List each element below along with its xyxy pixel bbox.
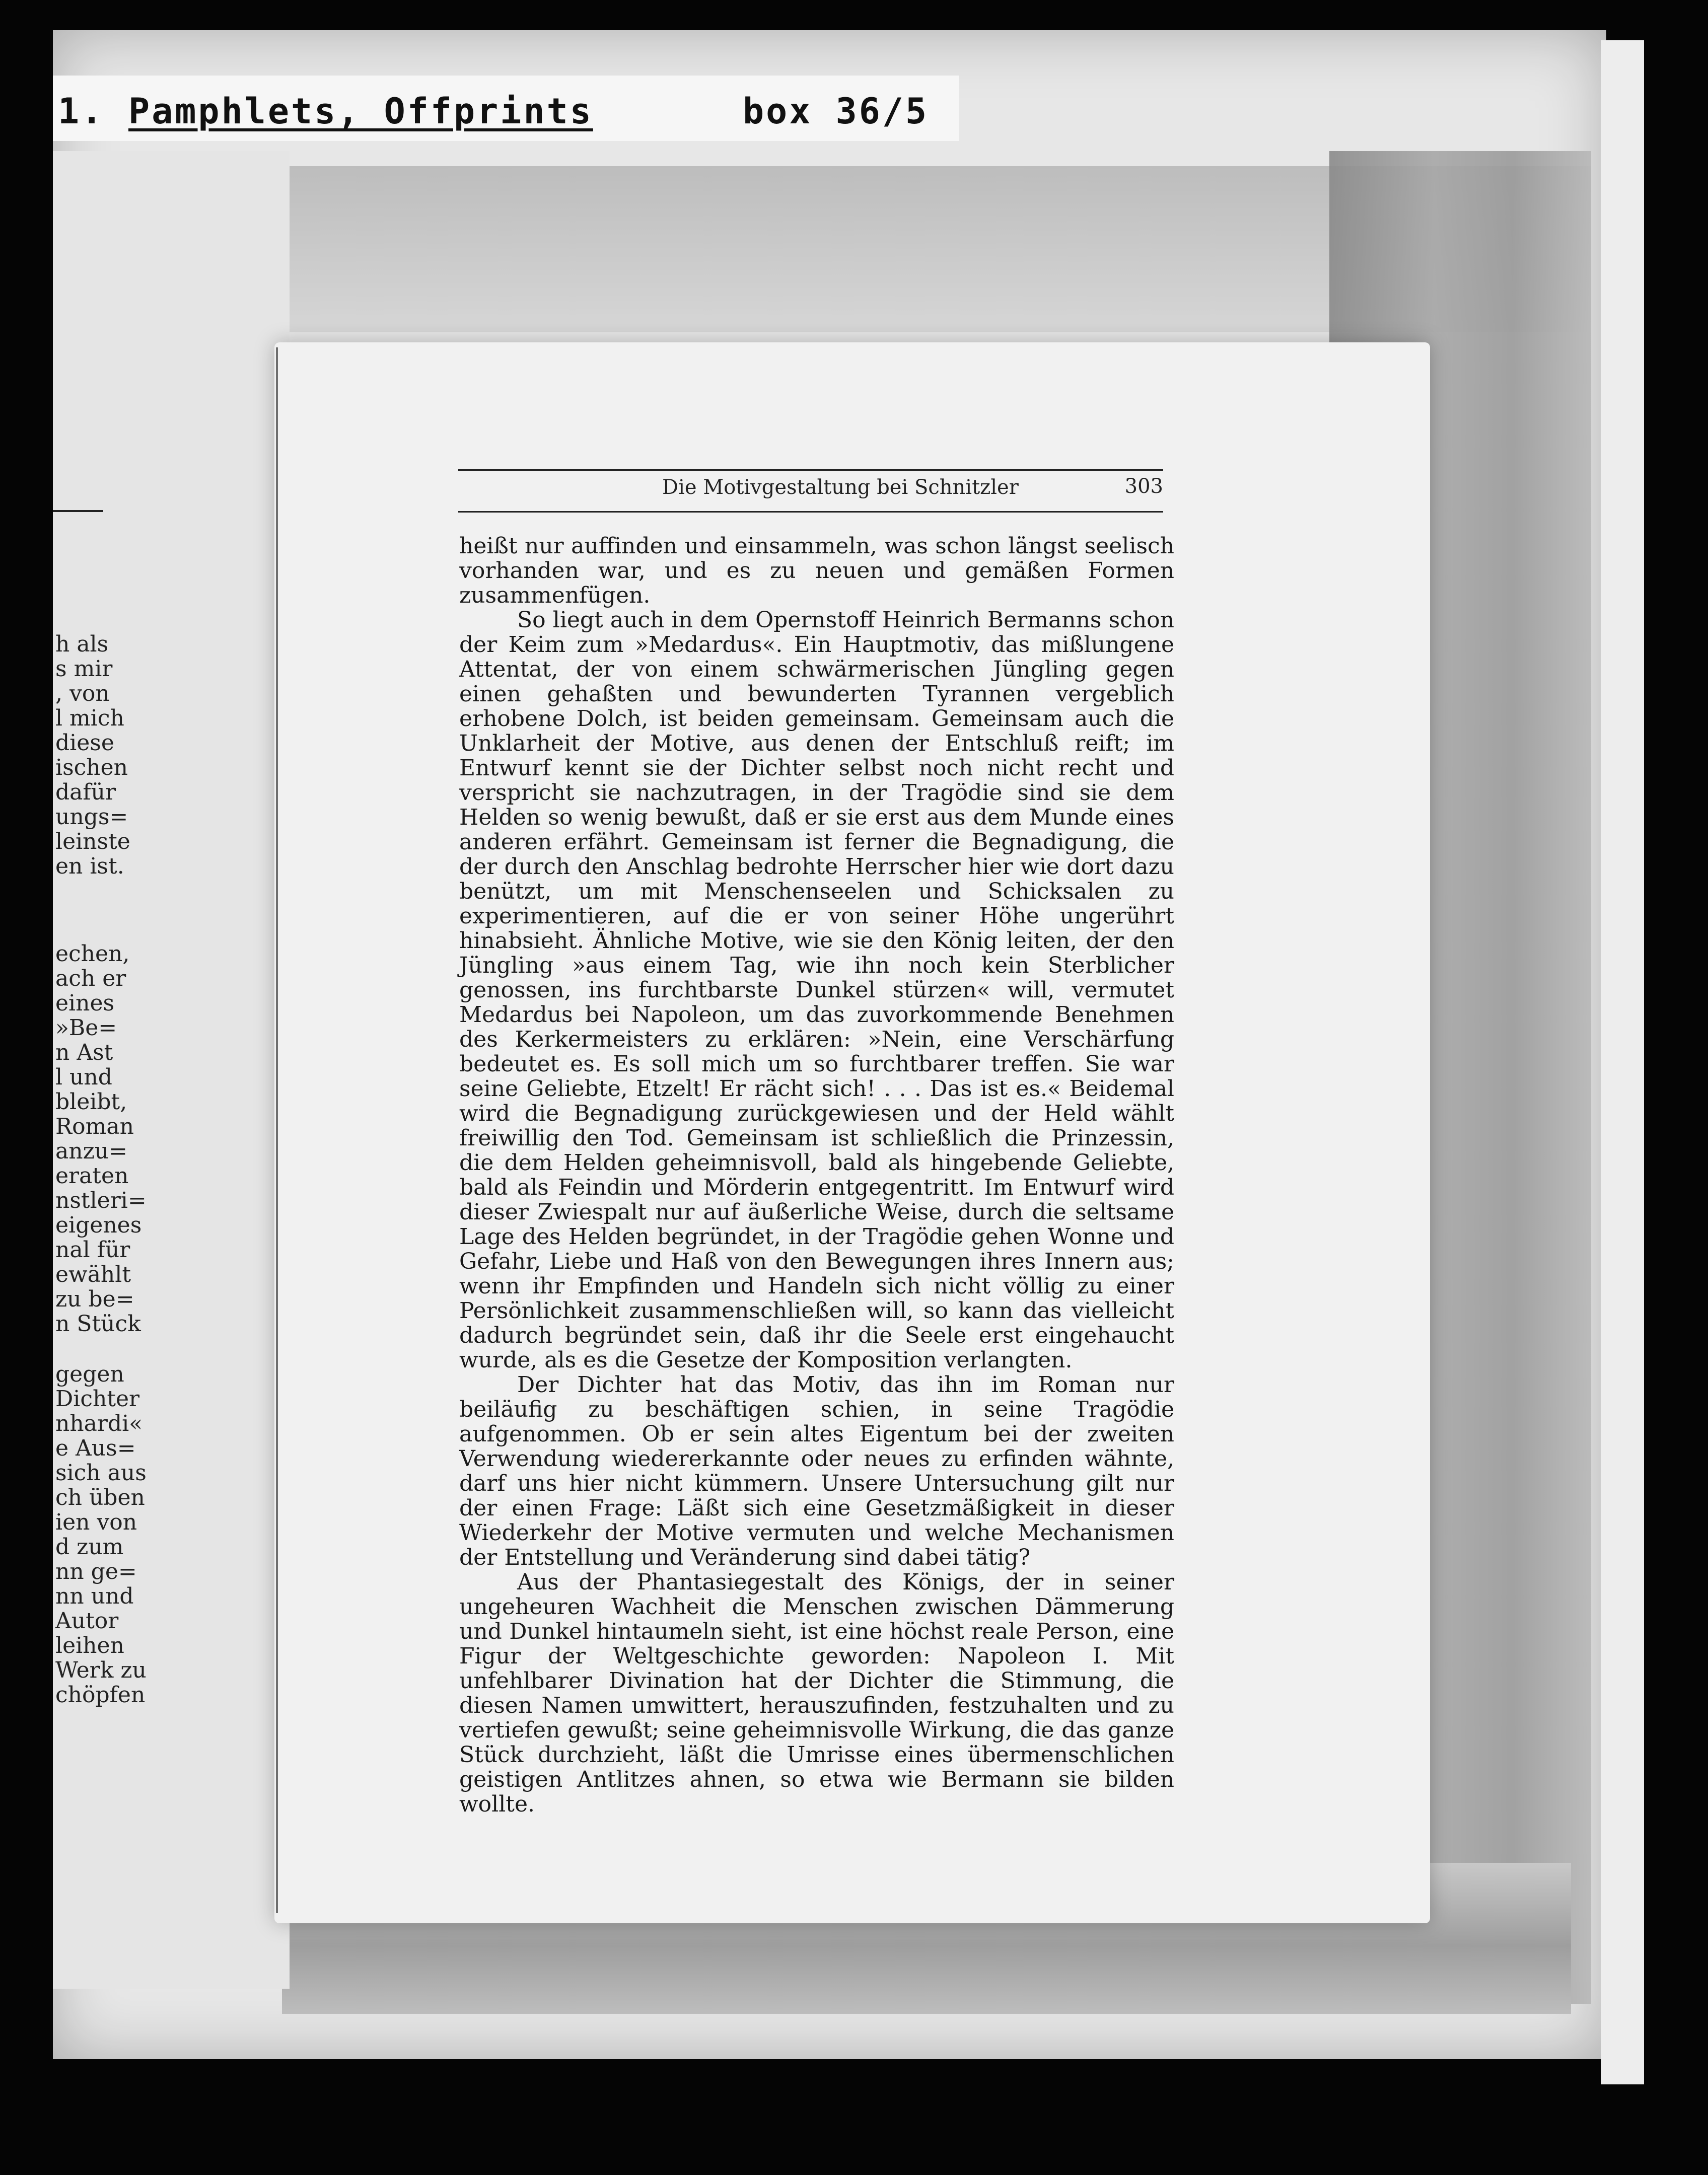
left-page-fragment: diese: [55, 730, 114, 756]
left-page-fragment: n Ast: [55, 1040, 113, 1065]
left-page-fragment: zu be=: [55, 1286, 134, 1312]
left-page-fragment: eines: [55, 990, 115, 1016]
left-page-fragment: Roman: [55, 1114, 134, 1139]
left-page-fragment: l mich: [55, 705, 124, 731]
paragraph: Der Dichter hat das Motiv, das ihn im Roman nur beiläufig zu beschäftigen schien, in seine Tragödie aufgenommen. Ob er sein altes Eigentum bei der zweiten Verwendung wiedererkannte oder neues zu erfinden wähnte, darf uns hier nicht kümmern. Unsere Untersuchung gilt nur der einen Frage: Läßt sich eine Gesetzmäßigkeit in dieser Wiederkehr der Motive vermuten und welche Mechanismen der Entstellung und Veränderung sind dabei tätig?: [459, 1372, 1174, 1570]
left-page-fragment: eigenes: [55, 1212, 142, 1238]
left-page-fragment: ach er: [55, 966, 126, 991]
archive-label-box: box 36/5: [743, 91, 929, 132]
left-page-fragment: e Aus=: [55, 1435, 136, 1461]
left-page-fragment: n Stück: [55, 1311, 141, 1337]
paragraph: So liegt auch in dem Opernstoff Heinrich Bermanns schon der Keim zum »Medardus«. Ein Hauptmotiv, das mißlungene Attentat, der von einem schwärmerischen Jüngling gegen einen gehaßten und bewunderten Tyrannen vergeblich erhobene Dolch, ist beiden gemeinsam. Gemeinsam auch die Unklarheit der Motive, aus denen der Entschluß reift; im Entwurf kennt sie der Dichter selbst noch nicht recht und verspricht sie nachzutragen, in der Tragödie sind sie dem Helden so wenig bewußt, daß er sie erst aus dem Munde eines anderen erfährt. Gemeinsam ist ferner die Begnadigung, die der durch den Anschlag bedrohte Herrscher hier wie dort dazu benützt, um mit Menschenseelen und Schicksalen zu experimentieren, auf die er von seiner Höhe ungerührt hinabsieht. Ähnliche Motive, wie sie den König leiten, der den Jüngling »aus einem Tag, wie ihn noch kein Sterblicher genossen, ins furchtbarste Dunkel stürzen« will, vermutet Medardus bei Napoleon, um das zuvorkommende Benehmen des Kerkermeisters zu erklären: »Nein, eine Verschärfung bedeutet es. Es soll mich um so furchtbarer treffen. Sie war seine Geliebte, Etzelt! Er rächt sich! . . . Das ist es.« Beidemal wird die Begnadigung zurückgewiesen und der Held wählt freiwillig den Tod. Gemeinsam ist schließlich die Prinzessin, die dem Helden geheimnisvoll, bald als hingebende Geliebte, bald als Feindin und Mörderin entgegentritt. Im Entwurf wird dieser Zwiespalt nur auf äußerliche Weise, durch die seltsame Lage des Helden begründet, in der Tragödie gehen Wonne und Gefahr, Liebe und Haß von den Bewegungen ihres Innern aus; wenn ihr Empfinden und Handeln sich nicht völlig zu einer Persönlichkeit zusammenschließen will, so kann das vielleicht dadurch begründet sein, daß ihr die Seele erst eingehaucht wurde, als es die Gesetze der Komposition verlangten.: [459, 607, 1174, 1373]
left-page-fragment: Autor: [55, 1608, 119, 1634]
left-page-fragment: »Be=: [55, 1015, 117, 1041]
left-page-fragment: chöpfen: [55, 1682, 146, 1708]
left-page-fragment: ischen: [55, 755, 128, 780]
running-title: Die Motivgestaltung bei Schnitzler: [662, 476, 1019, 499]
left-page-fragment: anzu=: [55, 1138, 127, 1164]
paragraph: Aus der Phantasiegestalt des Königs, der in seiner ungeheuren Wachheit die Menschen zwischen Dämmerung und Dunkel hintaumeln sieht, ist eine höchst reale Person, eine Figur der Weltgeschichte geworden: Napoleon I. Mit unfehlbarer Divination hat der Dichter die Stimmung, die diesen Namen umwittert, herauszufinden, festzuhalten und zu vertiefen gewußt; seine geheimnisvolle Wirkung, die das ganze Stück durchzieht, läßt die Umrisse eines übermenschlichen geistigen Antlitzes ahnen, so etwa wie Bermann sie bilden wollte.: [459, 1569, 1174, 1817]
body-text: [459, 534, 1174, 1817]
left-page-fragment: echen,: [55, 941, 130, 967]
left-page-rule: [53, 510, 103, 512]
left-page-fragment: nstleri=: [55, 1188, 147, 1213]
left-page-fragment: Dichter: [55, 1386, 140, 1412]
left-page-fragment: eraten: [55, 1163, 129, 1189]
archive-label: [53, 76, 959, 141]
left-page-fragment: ewählt: [55, 1262, 131, 1287]
left-page-fragment: , von: [55, 681, 110, 706]
left-page-fragment: ien von: [55, 1509, 137, 1535]
archive-label-number: 1.: [58, 91, 105, 132]
paragraph: heißt nur auffinden und einsammeln, was schon längst seelisch vorhanden war, und es zu neuen und gemäßen Formen zusammenfügen.: [459, 533, 1174, 608]
left-page-fragment: leihen: [55, 1633, 124, 1658]
left-page-fragment: nn ge=: [55, 1559, 137, 1584]
left-page-fragment: leinste: [55, 829, 130, 854]
sheet-right-edge: [1601, 40, 1644, 2084]
page-number: 303: [1124, 475, 1163, 498]
left-page-fragment: ch üben: [55, 1485, 145, 1510]
running-head: [458, 469, 1163, 513]
left-page-fragment: nn und: [55, 1583, 134, 1609]
left-page-fragment: sich aus: [55, 1460, 147, 1486]
archive-label-title: Pamphlets, Offprints: [128, 91, 593, 132]
left-page-fragment: Werk zu: [55, 1657, 147, 1683]
left-page-fragment: ungs=: [55, 804, 128, 830]
left-page-fragment: bleibt,: [55, 1089, 127, 1115]
left-page-fragment: s mir: [55, 656, 113, 682]
left-page-fragment: gegen: [55, 1361, 124, 1387]
left-page-fragment: d zum: [55, 1534, 124, 1560]
left-page-fragment: l und: [55, 1064, 112, 1090]
left-page-fragment: nhardi«: [55, 1411, 143, 1436]
left-page-fragment: en ist.: [55, 853, 124, 879]
left-page-fragment: h als: [55, 631, 109, 657]
left-page-fragment: nal für: [55, 1237, 130, 1263]
left-page-fragment: dafür: [55, 779, 116, 805]
page-fold-line: [276, 347, 278, 1913]
